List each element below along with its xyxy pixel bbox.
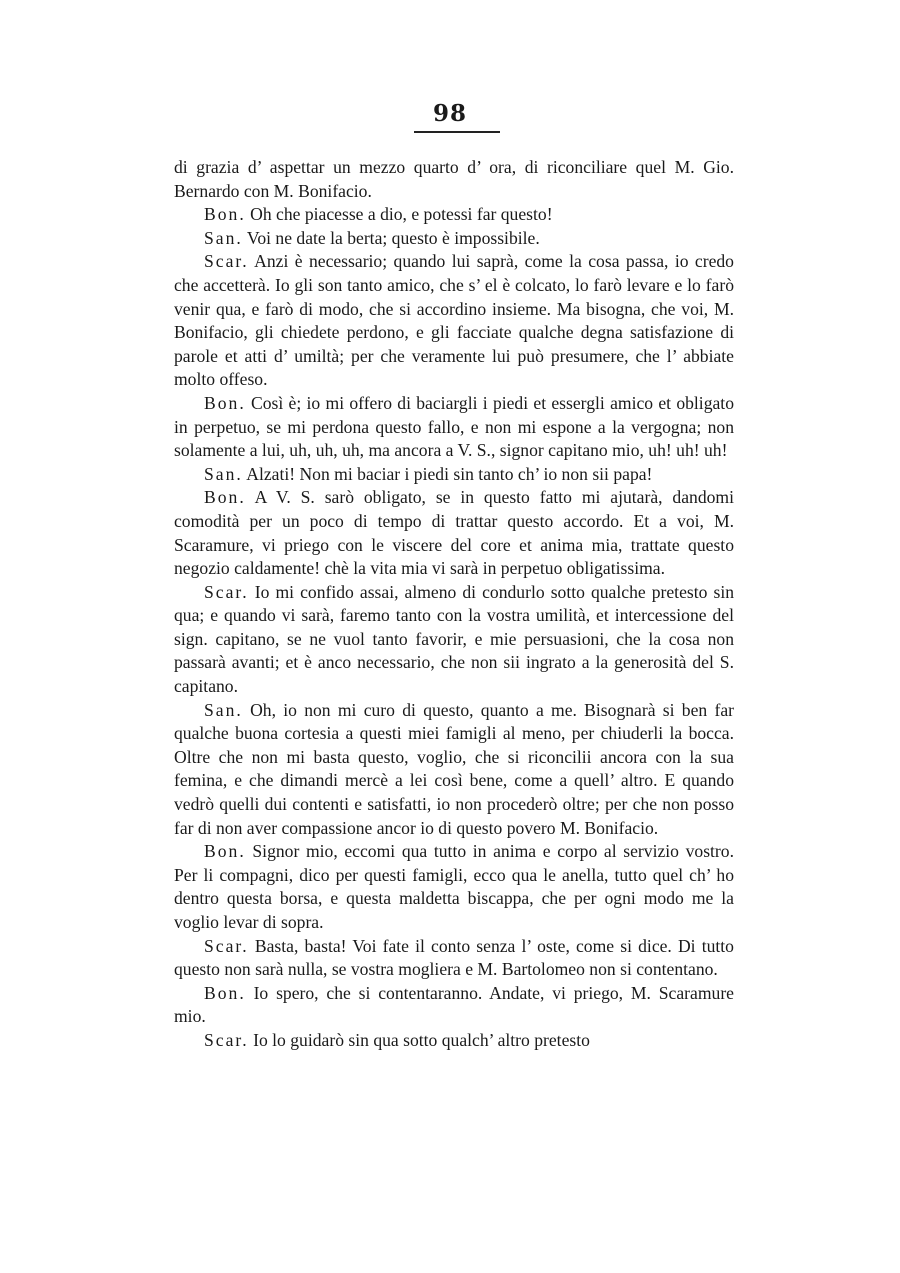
page-body: [174, 156, 734, 1053]
dialogue-text: Basta, basta! Voi fate il conto senza l’ oste, come si dice. Di tutto questo non sarà nulla, se vostra mogliera e M. Bartolomeo non si contentano.: [174, 935, 734, 980]
dialogue-line: [174, 203, 734, 227]
dialogue-line: [174, 982, 734, 1029]
dialogue-text: Così è; io mi offero di baciargli i piedi et essergli amico et obligato in perpetuo, se mi perdona questo fallo, e non mi espone a la vergogna; non solamente a lui, uh, uh, uh, ma ancora a V. S., signor capitano mio, uh! uh! uh!: [174, 392, 734, 461]
speaker-name: Bon.: [204, 982, 246, 1003]
dialogue-line: [174, 840, 734, 934]
speaker-name: Bon.: [204, 487, 246, 508]
dialogue-text: Io lo guidarò sin qua sotto qualch’ altro pretesto: [253, 1029, 590, 1050]
dialogue-text: Signor mio, eccomi qua tutto in anima e corpo al servizio vostro. Per li compagni, dico per questi famigli, ecco qua le anella, tutto quel ch’ ho dentro questa borsa, e questa maldetta biscappa, che per ogni modo me la voglio levar di sopra.: [174, 841, 734, 932]
speaker-name: San.: [204, 463, 243, 484]
dialogue-text: Anzi è necessario; quando lui saprà, come la cosa passa, io credo che accetterà. Io gli son tanto amico, che s’ el è colcato, lo farò levare e lo farò venir qua, e farò di modo, che si accordino insieme. Ma bisogna, che voi, M. Bonifacio, gli chiedete perdono, e gli facciate qualche degna satisfazione di parole et atti d’ umiltà; per che veramente lui può presumere, che l’ abbiate molto offeso.: [174, 251, 734, 390]
dialogue-text: Alzati! Non mi baciar i piedi sin tanto ch’ io non sii papa!: [246, 463, 653, 484]
dialogue-line: [174, 250, 734, 392]
dialogue-text: Io spero, che si contentaranno. Andate, vi priego, M. Scaramure mio.: [174, 982, 734, 1027]
speaker-name: San.: [204, 699, 243, 720]
speaker-name: San.: [204, 227, 243, 248]
speaker-name: Bon.: [204, 204, 246, 225]
header-rule: [414, 131, 500, 133]
dialogue-line: [174, 227, 734, 251]
speaker-name: Bon.: [204, 841, 246, 862]
dialogue-line: [174, 699, 734, 841]
dialogue-text: Io mi confido assai, almeno di condurlo sotto qualche pretesto sin qua; e quando vi sarà, faremo tanto con la vostra umilità, et intercessione del sign. capitano, se ne vuol tanto favorir, e mie persuasioni, che la cosa non passarà avanti; et è anco necessario, che non sii ingrato a la generosità del S. capitano.: [174, 581, 734, 697]
speaker-name: Scar.: [204, 581, 249, 602]
speaker-name: Scar.: [204, 935, 249, 956]
dialogue-line: [174, 486, 734, 580]
page-number: 98: [432, 100, 467, 127]
dialogue-line: [174, 1029, 734, 1053]
dialogue-line: [174, 581, 734, 699]
paragraph-text: di grazia d’ aspettar un mezzo quarto d’ ora, di riconciliare quel M. Gio. Bernardo con M. Bonifacio.: [174, 157, 734, 201]
speaker-name: Bon.: [204, 392, 246, 413]
speaker-name: Scar.: [204, 251, 249, 272]
dialogue-line: [174, 463, 734, 487]
dialogue-line: [174, 935, 734, 982]
speaker-name: Scar.: [204, 1029, 249, 1050]
dialogue-line: [174, 392, 734, 463]
paragraph-continuation: [174, 156, 734, 203]
dialogue-text: Oh che piacesse a dio, e potessi far questo!: [250, 204, 553, 225]
dialogue-text: Oh, io non mi curo di questo, quanto a me. Bisognarà si ben far qualche buona cortesia a questi miei famigli al meno, per chiuderli la bocca. Oltre che non mi basta questo, voglio, che si riconcilii ancora con la sua femina, e che dimandi mercè a lei così bene, come a quell’ altro. E quando vedrò quelli dui contenti e satisfatti, io non procederò oltre; per che non posso far di non aver compassione ancor io di questo povero M. Bonifacio.: [174, 699, 734, 838]
dialogue-text: A V. S. sarò obligato, se in questo fatto mi ajutarà, dandomi comodità per un poco di tempo di trattar questo accordo. Et a voi, M. Scaramure, vi priego con le viscere del core et anima mia, trattate questo negozio caldamente! chè la vita mia vi sarà in perpetuo obligatissima.: [174, 487, 734, 579]
dialogue-text: Voi ne date la berta; questo è impossibile.: [246, 227, 540, 248]
